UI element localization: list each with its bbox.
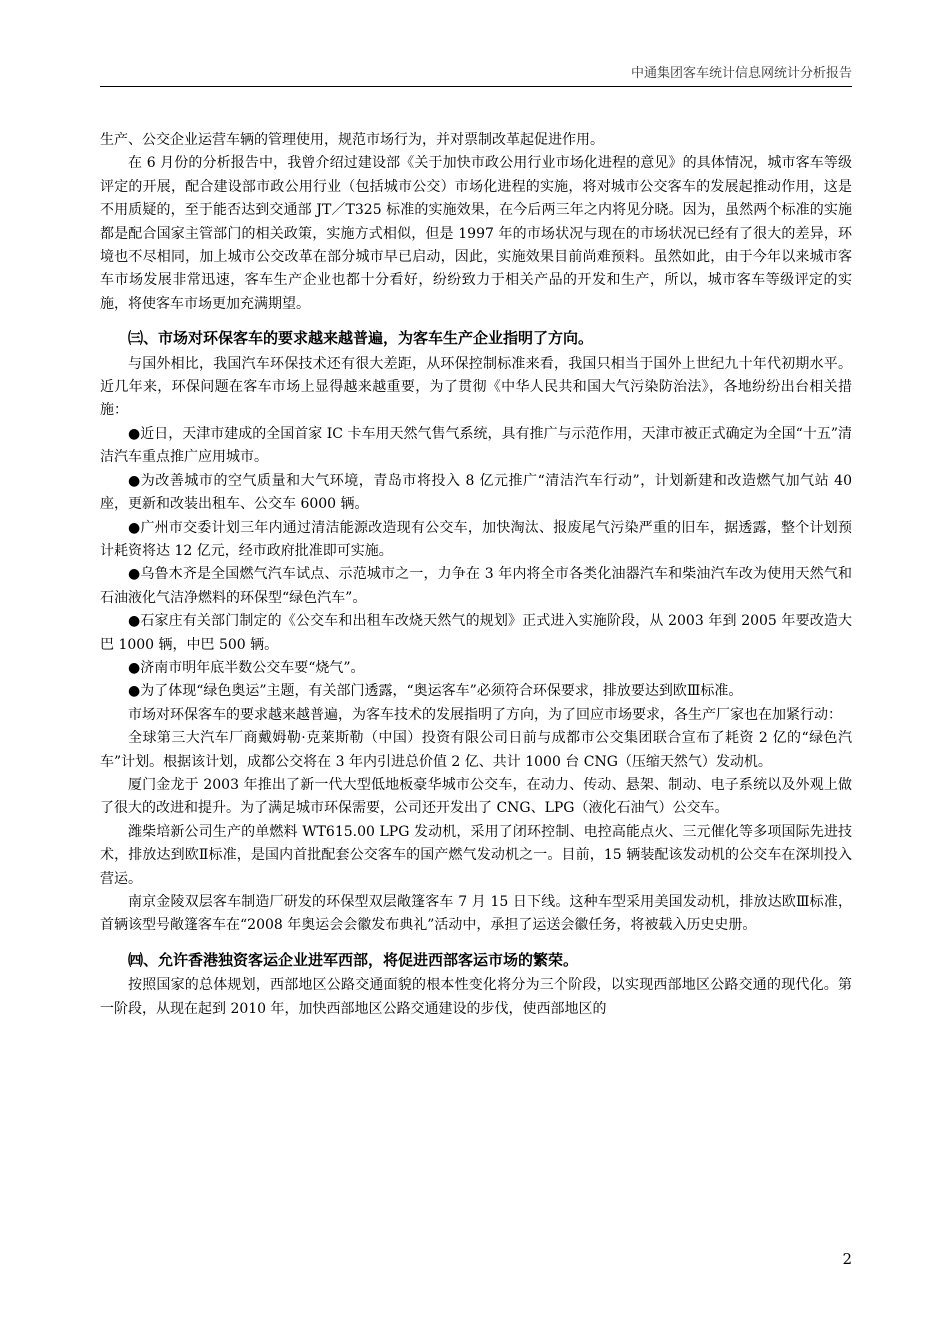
bullet-item-jinan: ●济南市明年底半数公交车要“烧气”。 [128,659,365,676]
bullet-item-olympics: ●为了体现“绿色奥运”主题，有关部门透露，“奥运客车”必须符合环保要求，排放要达到欧Ⅲ标准。 [128,683,743,700]
document-body [100,129,852,1021]
paragraph-xiamen-king-long: 厦门金龙于 2003 年推出了新一代大型低地板豪华城市公交车，在动力、传动、悬架、制动、电子系统以及外观上做了很大的改进和提升。为了满足城市环保需要，公司还开发出了 CNG、LPG（液化石油气）公交车。 [100,776,852,817]
bullet-item-shijiazhuang: ●石家庄有关部门制定的《公交车和出租车改烧天然气的规划》正式进入实施阶段，从 2003 年到 2005 年要改造大巴 1000 辆，中巴 500 辆。 [100,613,852,653]
paragraph-environmental-intro: 与国外相比，我国汽车环保技术还有很大差距，从环保控制标准来看，我国只相当于国外上世纪九十年代初期水平。近几年来，环保问题在客车市场上显得越来越重要，为了贯彻《中华人民共和国大气污染防治法》，各地纷纷出台相关措施： [100,355,852,419]
section-heading-3: ㈢、市场对环保客车的要求越来越普遍，为客车生产企业指明了方向。 [128,329,594,348]
running-header: 中通集团客车统计信息网统计分析报告 [630,66,852,81]
bullet-item-tianjin: ●近日，天津市建成的全国首家 IC 卡车用天然气售气系统，具有推广与示范作用，天津市被正式确定为全国“十五”清洁汽车重点推广应用城市。 [100,425,852,466]
paragraph-manufacturer-action: 市场对环保客车的要求越来越普遍，为客车技术的发展指明了方向，为了回应市场要求，各生产厂家也在加紧行动： [128,706,842,723]
bullet-item-urumqi: ●乌鲁木齐是全国燃气汽车试点、示范城市之一，力争在 3 年内将全市各类化油器汽车和柴油汽车改为使用天然气和石油液化气洁净燃料的环保型“绿色汽车”。 [100,566,852,606]
header-rule [100,86,852,87]
page-number: 2 [842,1250,852,1268]
paragraph-western-plan: 按照国家的总体规划，西部地区公路交通面貌的根本性变化将分为三个阶段，以实现西部地区公路交通的现代化。第一阶段，从现在起到 2010 年，加快西部地区公路交通建设的步伐，使西部地区的 [100,977,852,1017]
paragraph-weichai: 潍柴培新公司生产的单燃料 WT615.00 LPG 发动机，采用了闭环控制、电控高能点火、三元催化等多项国际先进技术，排放达到欧Ⅱ标准，是国内首批配套公交客车的国产燃气发动机之一。目前，15 辆装配该发动机的公交车在深圳投入营运。 [100,823,852,887]
paragraph-nanjing-jinling: 南京金陵双层客车制造厂研发的环保型双层敞篷客车 7 月 15 日下线。这种车型采用美国发动机，排放达欧Ⅲ标准，首辆该型号敞篷客车在“2008 年奥运会会徽发布典礼”活动中，承担了运送会徽任务，将被载入历史史册。 [100,894,852,934]
paragraph-city-bus-grading: 在 6 月份的分析报告中，我曾介绍过建设部《关于加快市政公用行业市场化进程的意见》的具体情况，城市客车等级评定的开展，配合建设部市政公用行业（包括城市公交）市场化进程的实施，将对城市公交客车的发展起推动作用，这是不用质疑的，至于能否达到交通部 JT／T325 标准的实施效果，在今后两三年之内将见分晓。因为，虽然两个标准的实施都是配合国家主管部门的相关政策，实施方式相似，但是 1997 年的市场状况与现在的市场状况已经有了很大的差异，环境也不尽相同，加上城市公交改革在部分城市早已启动，因此，实施效果目前尚难预料。虽然如此，由于今年以来城市客车市场发展非常迅速，客车生产企业也都十分看好，纷纷致力于相关产品的开发和生产，所以，城市客车等级评定的实施，将使客车市场更加充满期望。 [100,155,852,312]
bullet-item-guangzhou: ●广州市交委计划三年内通过清洁能源改造现有公交车，加快淘汰、报废尾气污染严重的旧车，据透露，整个计划预计耗资将达 12 亿元，经市政府批准即可实施。 [100,519,852,559]
bullet-item-qingdao: ●为改善城市的空气质量和大气环境，青岛市将投入 8 亿元推广“清洁汽车行动”，计划新建和改造燃气加气站 40 座，更新和改装出租车、公交车 6000 辆。 [100,472,852,513]
paragraph-daimler-chrysler: 全球第三大汽车厂商戴姆勒·克莱斯勒（中国）投资有限公司日前与成都市公交集团联合宣布了耗资 2 亿的“绿色汽车”计划。根据该计划，成都公交将在 3 年内引进总价值 2 亿、共计 1000 台 CNG（压缩天然气）发动机。 [100,730,852,770]
paragraph-continuation: 生产、公交企业运营车辆的管理使用，规范市场行为，并对票制改革起促进作用。 [100,132,604,148]
section-heading-4: ㈣、允许香港独资客运企业进军西部，将促进西部客运市场的繁荣。 [128,950,579,969]
